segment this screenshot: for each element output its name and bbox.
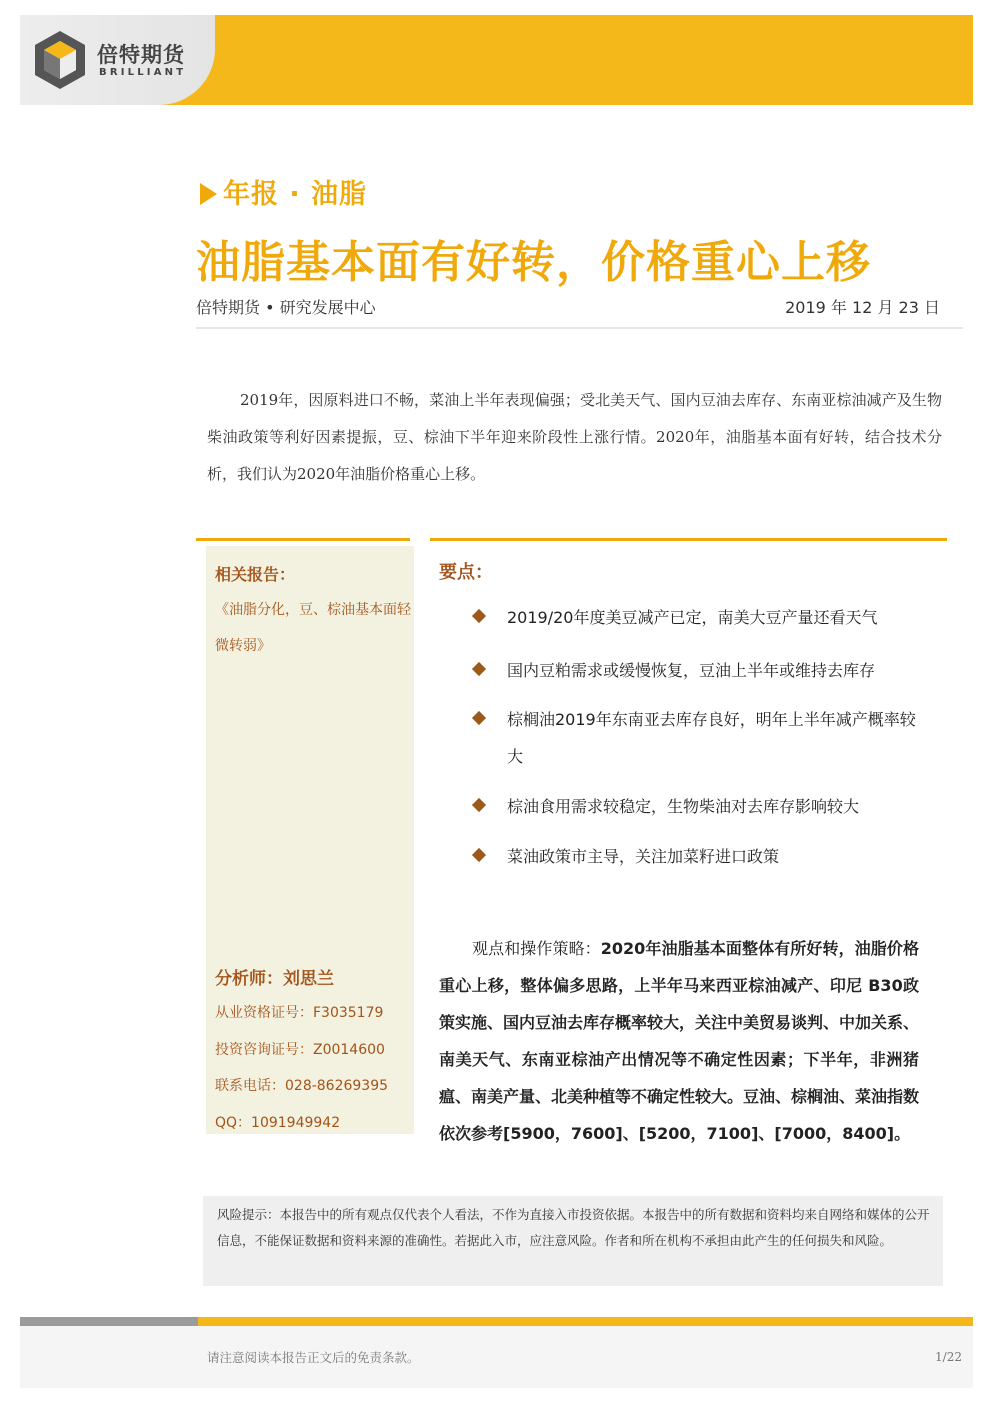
key-points-heading: 要点： bbox=[439, 562, 493, 583]
analyst-heading: 分析师：刘思兰 bbox=[215, 969, 334, 989]
key-point-text: 棕榈油2019年东南亚去库存良好，明年上半年减产概率较大 bbox=[507, 710, 916, 766]
key-point-text: 2019/20年度美豆减产已定，南美大豆产量还看天气 bbox=[507, 608, 878, 627]
key-point-text: 菜油政策市主导，关注加菜籽进口政策 bbox=[507, 847, 780, 866]
analyst-phone: 联系电话：028-86269395 bbox=[215, 1078, 389, 1094]
footer-notice: 请注意阅读本报告正文后的免责条款。 bbox=[207, 1350, 420, 1365]
strategy-paragraph bbox=[439, 930, 919, 1152]
logo-wordmark-cn: 倍特期货 bbox=[97, 43, 185, 67]
key-point-text: 国内豆粕需求或缓慢恢复，豆油上半年或维持去库存 bbox=[507, 661, 876, 680]
report-category-label: 年报 · 油脂 bbox=[223, 179, 368, 210]
byline: 倍特期货 • 研究发展中心 bbox=[196, 298, 376, 317]
risk-disclaimer: 风险提示：本报告中的所有观点仅代表个人看法，不作为直接入市投资依据。本报告中的所有数据和资料均来自网络和媒体的公开信息，不能保证数据和资料来源的准确性。若据此入市，应注意风险。作者和所在机构不承担由此产生的任何损失和风险。 bbox=[203, 1196, 943, 1286]
left-column-rule bbox=[196, 538, 410, 541]
strategy-body: 2020年油脂基本面整体有所好转，油脂价格重心上移，整体偏多思路，上半年马来西亚棕油减产、印尼 B30政策实施、国内豆油去库存概率较大，关注中美贸易谈判、中加关系、南美天气、东南亚棕油产出情况等不确定性因素；下半年，非洲猪瘟、南美产量、北美种植等不确定性较大。豆油、棕榈油、菜油指数依次参考[5900，7600]、[5200，7100]、[7000，8400]。 bbox=[439, 939, 920, 1143]
report-date: 2019 年 12 月 23 日 bbox=[785, 298, 940, 317]
header-band bbox=[20, 15, 973, 105]
analyst-qualification: 从业资格证号：F3035179 bbox=[215, 1005, 384, 1021]
diamond-bullet-icon bbox=[472, 609, 486, 623]
page-title: 油脂基本面有好转，价格重心上移 bbox=[196, 237, 871, 288]
footer-gray-bar bbox=[20, 1317, 198, 1326]
analyst-qq: QQ：1091949942 bbox=[215, 1115, 341, 1131]
strategy-label: 观点和操作策略： bbox=[472, 939, 601, 958]
page-number: 1/22 bbox=[935, 1350, 962, 1364]
logo-wordmark-en: BRILLIANT bbox=[99, 67, 187, 78]
footer-band bbox=[20, 1326, 973, 1388]
key-point-text: 棕油食用需求较稳定，生物柴油对去库存影响较大 bbox=[507, 797, 860, 816]
play-triangle-icon bbox=[200, 183, 217, 205]
title-divider bbox=[196, 327, 963, 329]
footer-yellow-bar bbox=[198, 1317, 973, 1326]
diamond-bullet-icon bbox=[472, 711, 486, 725]
brilliant-logo-icon bbox=[32, 29, 88, 91]
summary-paragraph: 2019年，因原料进口不畅，菜油上半年表现偏强；受北美天气、国内豆油去库存、东南亚棕油减产及生物柴油政策等利好因素提振，豆、棕油下半年迎来阶段性上涨行情。2020年，油脂基本面有好转，结合技术分析，我们认为2020年油脂价格重心上移。 bbox=[207, 391, 942, 483]
diamond-bullet-icon bbox=[472, 848, 486, 862]
analyst-consult-cert: 投资咨询证号：Z0014600 bbox=[215, 1042, 385, 1058]
diamond-bullet-icon bbox=[472, 662, 486, 676]
related-report-link[interactable]: 《油脂分化，豆、棕油基本面轻微转弱》 bbox=[215, 602, 411, 654]
right-column-rule bbox=[430, 538, 947, 541]
related-reports-heading: 相关报告： bbox=[215, 565, 296, 584]
report-category bbox=[200, 172, 367, 211]
diamond-bullet-icon bbox=[472, 798, 486, 812]
